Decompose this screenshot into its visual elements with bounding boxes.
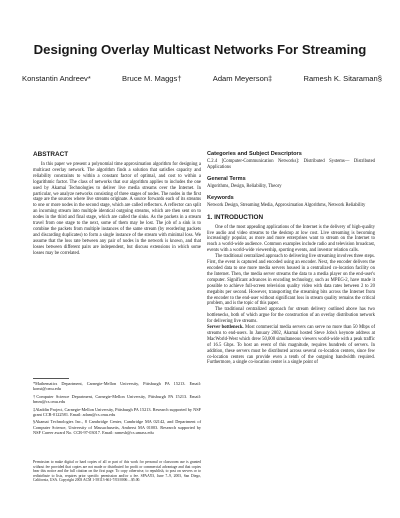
author-name: Ramesh K. Sitaraman§ bbox=[303, 74, 382, 83]
right-column bbox=[207, 151, 375, 366]
footnote: *Mathematics Department, Carnegie-Mellon University, Pittsburgh PA 15213. Email: konst@cmu.edu bbox=[33, 381, 201, 392]
intro-paragraph: The traditional centralized approach to delivering live streaming involves three steps. First, the event is captured and encoded using an encoder. Next, the encoder delivers the encoded data to one more media servers housed in a centralized co-location facility on the Internet. Then, the media server streams the data to a media player on the end-user's computer. Significant advances in encoding technology, such as MPEG-2, have made it possible to achieve full-screen television quality video with data rates between 2 to 20 megabits per second. However, transporting the streaming bits across the Internet from the encoder to the end-user without significant loss in stream quality remains the critical problem, and is the topic of this paper. bbox=[207, 254, 375, 307]
author-name: Adam Meyerson‡ bbox=[212, 74, 273, 83]
author-name: Konstantin Andreev* bbox=[22, 74, 91, 83]
server-bottleneck-label: Server bottleneck. bbox=[207, 325, 244, 331]
footnote: §Akamai Technologies Inc., 8 Cambridge Center, Cambridge MA 02142, and Department of Computer Science, University of Massachusetts, Amherst MA 01003. Research supported by NSF Career award No. CCR-97-03017. Email: ramesh@cs.umass.edu bbox=[33, 419, 201, 436]
intro-paragraph: The traditional centralized approach for stream delivery outlined above has two bottlenecks, both of which argue for the construction of an overlay distribution network for delivering live streams. bbox=[207, 307, 375, 325]
categories-body: C.2.4 [Computer-Communication Networks]: Distributed Systems— Distributed Applications bbox=[207, 159, 375, 170]
footnotes bbox=[33, 378, 201, 438]
general-terms-body: Algorithms, Design, Reliability, Theory bbox=[207, 183, 282, 189]
abstract-body: In this paper we present a polynomial time approximation algorithm for designing a multicast overlay network. The algorithm finds a solution that satisfies capacity and reliability constraints to within a constant factor of optimal, and cost to within a logarithmic factor. The class of networks that our algorithm applies to includes the one used by Akamai Technologies to deliver live media streams over the Internet. In particular, we analyze networks consisting of three stages of nodes. The nodes in the first stage are the sources where live streams originate. A source forwards each of its streams to one or more nodes in the second stage, which are called reflectors. A reflector can split an incoming stream into multiple identical outgoing streams, which are then sent on to nodes in the third and final stage, which are called the sinks. As the packets in a stream travel from one stage to the next, some of them may be lost. The job of a sink is to combine the packets from multiple instances of the same stream (by reordering packets and discarding duplicates) to form a single instance of the stream with minimal loss. We assume that the loss rate between any pair of nodes in the network is known, and that losses between different pairs are independent, but discuss extensions in which some losses may be correlated. bbox=[33, 162, 201, 256]
author-name: Bruce M. Maggs† bbox=[122, 74, 182, 83]
abstract-heading: ABSTRACT bbox=[33, 151, 69, 158]
general-terms-heading: General Terms bbox=[207, 175, 246, 182]
server-bottleneck-text: Most commercial media servers can serve no more than 50 Mbps of streams to end-users. In January 2002, Akamai hosted Steve Jobs's keynote address at MacWorld-West which drew 50,000 simultaneous viewers world-wide with a peak traffic of 16.5 Gbps. To host an event of this magnitude, requires hundreds of servers. In addition, these servers must be distributed across several co-location centers, since few co-location centers can provide even a tenth of the outgoing bandwidth required. Furthermore, a single co-location center is a single point of bbox=[207, 325, 376, 366]
keywords-body: Network Design, Streaming Media, Approximation Algorithms, Network Reliability bbox=[207, 202, 366, 208]
footnote-rule bbox=[33, 378, 69, 379]
permission-notice: Permission to make digital or hard copies of all or part of this work for personal or classroom use is granted without fee provided that copies are not made or distributed for profit or commercial advantage and that copies bear this notice and the full citation on the first page. To copy otherwise, to republish, to post on servers or to redistribute to lists, requires prior specific permission and/or a fee. SPAA'03, June 7–9, 2003, San Diego, California, USA. Copyright 2003 ACM 1-58113-661-7/03/0006 ...$5.00. bbox=[33, 460, 201, 483]
categories-heading: Categories and Subject Descriptors bbox=[207, 151, 302, 157]
author-list bbox=[22, 74, 382, 83]
intro-paragraph: One of the most appealing applications of the Internet is the delivery of high-quality live audio and video streams to the desktop at low cost. Live streaming is becoming increasingly popular, as more and more enterprises want to stream on the Internet to reach a world-wide audience. Common examples include radio and television broadcast, events with a world-wide viewership, sporting events, and investor relation calls. bbox=[207, 224, 375, 254]
paper-title: Designing Overlay Multicast Networks For Streaming bbox=[33, 42, 367, 57]
keywords-heading: Keywords bbox=[207, 194, 234, 201]
intro-paragraph bbox=[207, 325, 375, 366]
introduction-heading: 1. INTRODUCTION bbox=[207, 213, 264, 221]
left-column bbox=[33, 151, 201, 257]
footnote: ‡Aladdin Project, Carnegie-Mellon University, Pittsburgh PA 15213. Research supported by NSF grant CCR-0122581. Email: adam@cs.cmu.edu bbox=[33, 406, 201, 418]
footnote: †Computer Science Department, Carnegie-Mellon University, Pittsburgh PA 15213. Email: bmm@cs.cmu.edu bbox=[33, 393, 201, 405]
